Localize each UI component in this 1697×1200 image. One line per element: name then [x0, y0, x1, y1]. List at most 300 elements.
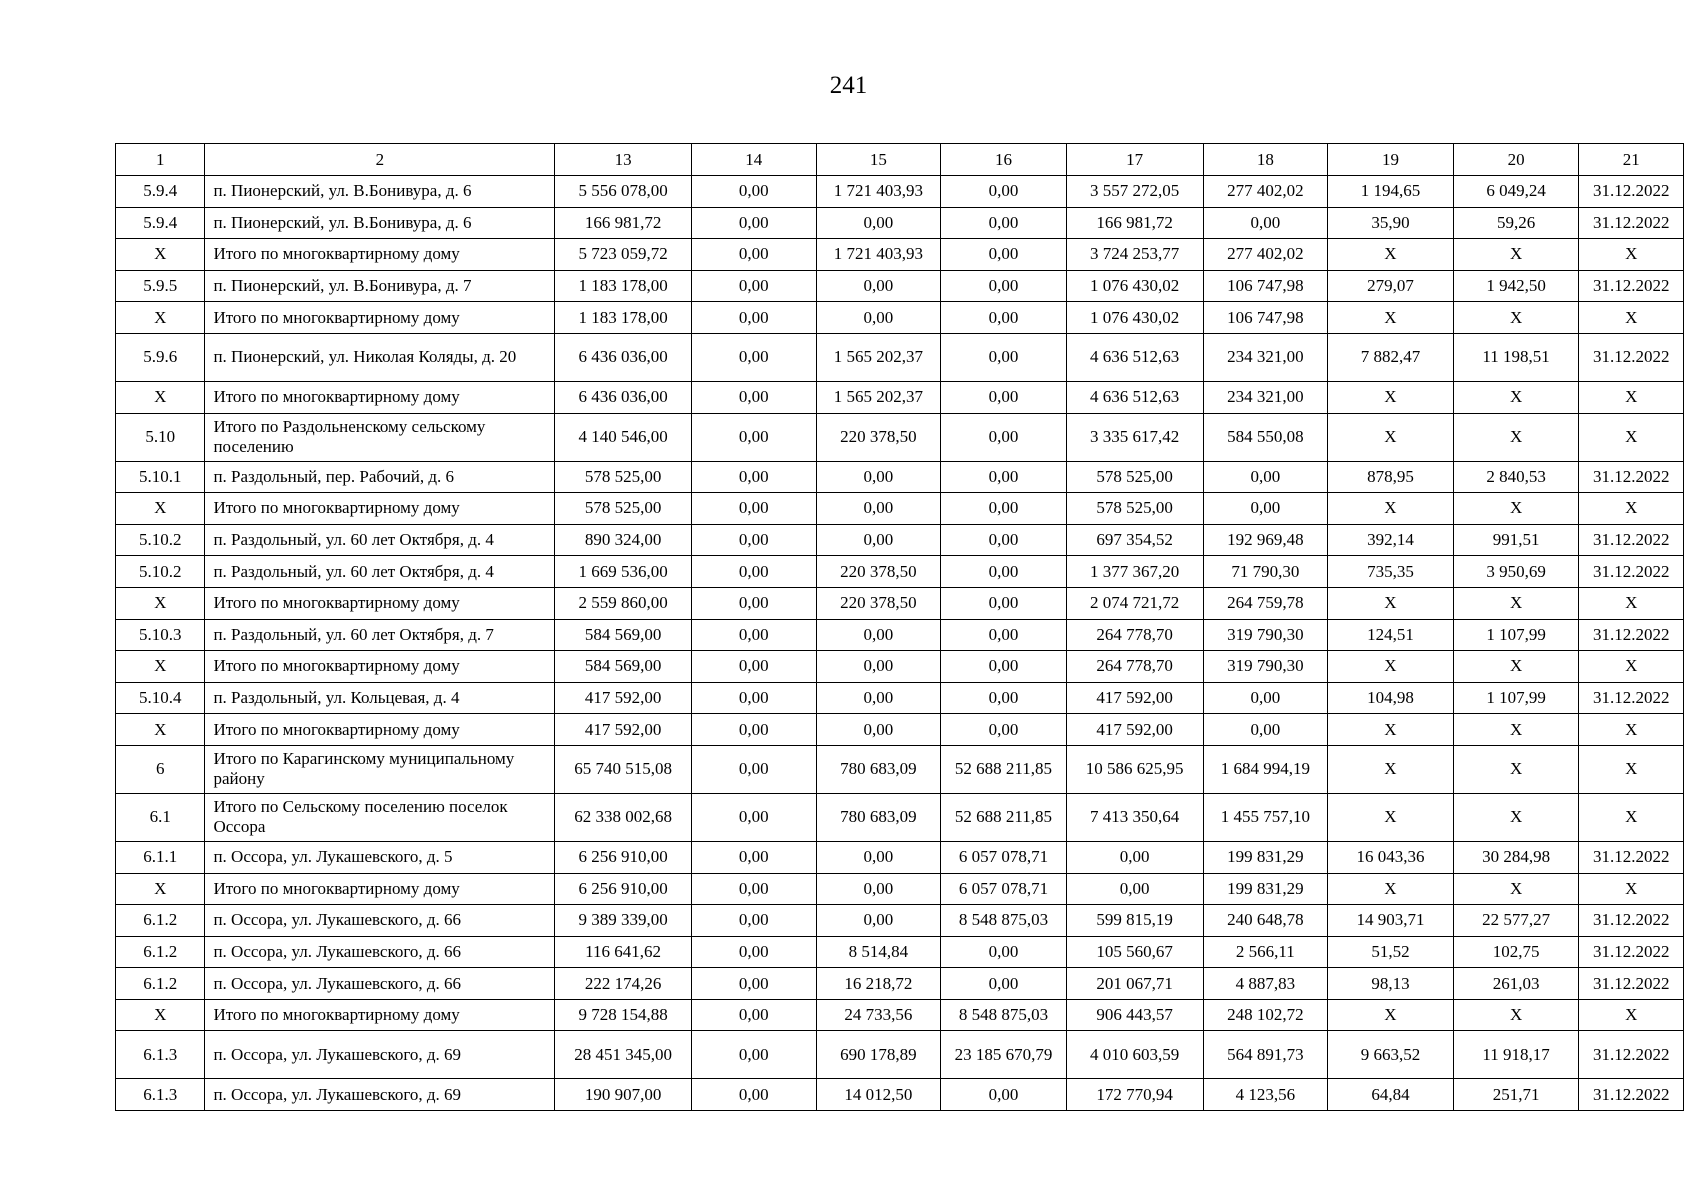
address-cell: Итого по многоквартирному дому	[205, 493, 555, 525]
value-cell: 564 891,73	[1203, 1031, 1328, 1079]
value-cell: 31.12.2022	[1579, 524, 1684, 556]
value-cell: 0,00	[691, 207, 816, 239]
column-header: 19	[1328, 144, 1454, 176]
value-cell: 392,14	[1328, 524, 1454, 556]
value-cell: 8 548 875,03	[941, 905, 1067, 937]
value-cell: X	[1328, 714, 1454, 746]
registry-table	[115, 143, 1684, 1111]
value-cell: 172 770,94	[1066, 1079, 1203, 1111]
value-cell: 906 443,57	[1066, 999, 1203, 1031]
value-cell: 52 688 211,85	[941, 745, 1067, 793]
value-cell: X	[1328, 745, 1454, 793]
value-cell: 584 550,08	[1203, 413, 1328, 461]
value-cell: 0,00	[941, 413, 1067, 461]
value-cell: 106 747,98	[1203, 302, 1328, 334]
column-header: 21	[1579, 144, 1684, 176]
address-cell: п. Пионерский, ул. В.Бонивура, д. 7	[205, 270, 555, 302]
value-cell: X	[1579, 302, 1684, 334]
value-cell: 24 733,56	[816, 999, 941, 1031]
table-row	[116, 413, 1684, 461]
value-cell: X	[1453, 873, 1579, 905]
row-number-cell: 6.1.3	[116, 1031, 205, 1079]
value-cell: 0,00	[941, 714, 1067, 746]
value-cell: 0,00	[941, 682, 1067, 714]
value-cell: X	[1328, 493, 1454, 525]
row-number-cell: 6.1.2	[116, 936, 205, 968]
value-cell: 0,00	[691, 905, 816, 937]
value-cell: 578 525,00	[555, 461, 692, 493]
value-cell: 199 831,29	[1203, 841, 1328, 873]
table-row	[116, 333, 1684, 381]
address-cell: Итого по многоквартирному дому	[205, 873, 555, 905]
table-row	[116, 905, 1684, 937]
value-cell: 0,00	[941, 461, 1067, 493]
value-cell: 0,00	[816, 270, 941, 302]
column-header: 18	[1203, 144, 1328, 176]
value-cell: X	[1453, 587, 1579, 619]
value-cell: 279,07	[1328, 270, 1454, 302]
column-header: 2	[205, 144, 555, 176]
value-cell: 5 556 078,00	[555, 176, 692, 208]
table-row	[116, 556, 1684, 588]
value-cell: 31.12.2022	[1579, 619, 1684, 651]
column-header: 13	[555, 144, 692, 176]
value-cell: 22 577,27	[1453, 905, 1579, 937]
value-cell: 735,35	[1328, 556, 1454, 588]
value-cell: X	[1328, 651, 1454, 683]
table-row	[116, 873, 1684, 905]
value-cell: 417 592,00	[555, 714, 692, 746]
value-cell: 599 815,19	[1066, 905, 1203, 937]
value-cell: 0,00	[691, 524, 816, 556]
value-cell: 3 335 617,42	[1066, 413, 1203, 461]
address-cell: Итого по многоквартирному дому	[205, 381, 555, 413]
row-number-cell: 6.1.1	[116, 841, 205, 873]
value-cell: 0,00	[691, 333, 816, 381]
value-cell: 52 688 211,85	[941, 793, 1067, 841]
value-cell: 0,00	[691, 302, 816, 334]
row-number-cell: X	[116, 651, 205, 683]
table-row	[116, 207, 1684, 239]
value-cell: 7 413 350,64	[1066, 793, 1203, 841]
value-cell: 65 740 515,08	[555, 745, 692, 793]
value-cell: X	[1453, 714, 1579, 746]
address-cell: п. Оссора, ул. Лукашевского, д. 66	[205, 968, 555, 1000]
value-cell: 1 183 178,00	[555, 270, 692, 302]
value-cell: 319 790,30	[1203, 651, 1328, 683]
row-number-cell: X	[116, 239, 205, 271]
column-header: 15	[816, 144, 941, 176]
value-cell: 10 586 625,95	[1066, 745, 1203, 793]
row-number-cell: 5.10	[116, 413, 205, 461]
value-cell: 31.12.2022	[1579, 556, 1684, 588]
value-cell: 878,95	[1328, 461, 1454, 493]
value-cell: 23 185 670,79	[941, 1031, 1067, 1079]
value-cell: 0,00	[941, 239, 1067, 271]
address-cell: п. Пионерский, ул. В.Бонивура, д. 6	[205, 176, 555, 208]
row-number-cell: X	[116, 587, 205, 619]
value-cell: X	[1579, 651, 1684, 683]
value-cell: 0,00	[1203, 207, 1328, 239]
value-cell: 16 043,36	[1328, 841, 1454, 873]
value-cell: 0,00	[816, 682, 941, 714]
row-number-cell: X	[116, 714, 205, 746]
value-cell: 0,00	[1066, 841, 1203, 873]
value-cell: 105 560,67	[1066, 936, 1203, 968]
value-cell: 6 256 910,00	[555, 873, 692, 905]
value-cell: 6 256 910,00	[555, 841, 692, 873]
value-cell: 4 140 546,00	[555, 413, 692, 461]
value-cell: 31.12.2022	[1579, 968, 1684, 1000]
value-cell: 0,00	[941, 936, 1067, 968]
value-cell: 31.12.2022	[1579, 1031, 1684, 1079]
table-header	[116, 144, 1684, 176]
table-row	[116, 493, 1684, 525]
value-cell: X	[1453, 793, 1579, 841]
value-cell: 2 840,53	[1453, 461, 1579, 493]
value-cell: 264 778,70	[1066, 651, 1203, 683]
value-cell: 2 074 721,72	[1066, 587, 1203, 619]
value-cell: 98,13	[1328, 968, 1454, 1000]
value-cell: X	[1328, 413, 1454, 461]
value-cell: 0,00	[691, 493, 816, 525]
value-cell: 0,00	[941, 619, 1067, 651]
row-number-cell: 5.10.2	[116, 556, 205, 588]
value-cell: 1 721 403,93	[816, 239, 941, 271]
value-cell: 0,00	[691, 619, 816, 651]
value-cell: X	[1453, 651, 1579, 683]
row-number-cell: 5.9.5	[116, 270, 205, 302]
table-row	[116, 461, 1684, 493]
value-cell: 6 436 036,00	[555, 333, 692, 381]
value-cell: 6 057 078,71	[941, 841, 1067, 873]
table-row	[116, 999, 1684, 1031]
value-cell: 11 918,17	[1453, 1031, 1579, 1079]
address-cell: п. Раздольный, ул. 60 лет Октября, д. 7	[205, 619, 555, 651]
value-cell: X	[1453, 381, 1579, 413]
value-cell: 0,00	[1203, 493, 1328, 525]
value-cell: 277 402,02	[1203, 176, 1328, 208]
value-cell: 0,00	[816, 524, 941, 556]
value-cell: 0,00	[941, 651, 1067, 683]
value-cell: X	[1579, 239, 1684, 271]
row-number-cell: 5.9.6	[116, 333, 205, 381]
value-cell: X	[1579, 999, 1684, 1031]
table-row	[116, 176, 1684, 208]
value-cell: 0,00	[691, 413, 816, 461]
value-cell: 0,00	[1203, 714, 1328, 746]
value-cell: 0,00	[691, 682, 816, 714]
value-cell: 166 981,72	[1066, 207, 1203, 239]
value-cell: 104,98	[1328, 682, 1454, 714]
value-cell: 192 969,48	[1203, 524, 1328, 556]
value-cell: 31.12.2022	[1579, 461, 1684, 493]
value-cell: 991,51	[1453, 524, 1579, 556]
value-cell: X	[1453, 493, 1579, 525]
value-cell: 222 174,26	[555, 968, 692, 1000]
table-row	[116, 682, 1684, 714]
value-cell: 220 378,50	[816, 556, 941, 588]
table-row	[116, 1079, 1684, 1111]
value-cell: 31.12.2022	[1579, 333, 1684, 381]
table-row	[116, 793, 1684, 841]
value-cell: 1 183 178,00	[555, 302, 692, 334]
value-cell: X	[1328, 793, 1454, 841]
value-cell: 0,00	[941, 302, 1067, 334]
value-cell: 697 354,52	[1066, 524, 1203, 556]
value-cell: 0,00	[691, 587, 816, 619]
table-body	[116, 176, 1684, 1111]
table-row	[116, 1031, 1684, 1079]
address-cell: п. Оссора, ул. Лукашевского, д. 66	[205, 905, 555, 937]
address-cell: Итого по Сельскому поселению поселок Оссора	[205, 793, 555, 841]
value-cell: 0,00	[816, 873, 941, 905]
table-row	[116, 587, 1684, 619]
value-cell: 1 076 430,02	[1066, 270, 1203, 302]
row-number-cell: 6	[116, 745, 205, 793]
value-cell: X	[1579, 745, 1684, 793]
table-row	[116, 270, 1684, 302]
value-cell: 16 218,72	[816, 968, 941, 1000]
value-cell: 1 377 367,20	[1066, 556, 1203, 588]
value-cell: 0,00	[816, 841, 941, 873]
value-cell: 578 525,00	[1066, 461, 1203, 493]
value-cell: 0,00	[816, 619, 941, 651]
value-cell: 11 198,51	[1453, 333, 1579, 381]
value-cell: 417 592,00	[1066, 682, 1203, 714]
value-cell: 417 592,00	[1066, 714, 1203, 746]
value-cell: 0,00	[941, 556, 1067, 588]
value-cell: 6 057 078,71	[941, 873, 1067, 905]
value-cell: 1 565 202,37	[816, 333, 941, 381]
table-row	[116, 936, 1684, 968]
value-cell: 7 882,47	[1328, 333, 1454, 381]
value-cell: X	[1579, 714, 1684, 746]
value-cell: 0,00	[816, 493, 941, 525]
value-cell: X	[1579, 793, 1684, 841]
value-cell: 31.12.2022	[1579, 1079, 1684, 1111]
value-cell: 0,00	[691, 556, 816, 588]
value-cell: 584 569,00	[555, 651, 692, 683]
table-row	[116, 841, 1684, 873]
address-cell: Итого по многоквартирному дому	[205, 999, 555, 1031]
value-cell: X	[1579, 381, 1684, 413]
value-cell: 0,00	[691, 651, 816, 683]
value-cell: 0,00	[941, 968, 1067, 1000]
value-cell: X	[1453, 745, 1579, 793]
column-header: 16	[941, 144, 1067, 176]
value-cell: X	[1328, 381, 1454, 413]
value-cell: 14 012,50	[816, 1079, 941, 1111]
row-number-cell: 6.1.2	[116, 905, 205, 937]
address-cell: п. Оссора, ул. Лукашевского, д. 66	[205, 936, 555, 968]
value-cell: 234 321,00	[1203, 381, 1328, 413]
value-cell: X	[1579, 493, 1684, 525]
row-number-cell: X	[116, 493, 205, 525]
address-cell: Итого по многоквартирному дому	[205, 239, 555, 271]
row-number-cell: 5.10.1	[116, 461, 205, 493]
value-cell: 6 049,24	[1453, 176, 1579, 208]
table-row	[116, 524, 1684, 556]
value-cell: 0,00	[691, 381, 816, 413]
value-cell: 2 559 860,00	[555, 587, 692, 619]
address-cell: п. Раздольный, ул. 60 лет Октября, д. 4	[205, 556, 555, 588]
value-cell: 31.12.2022	[1579, 270, 1684, 302]
value-cell: X	[1328, 587, 1454, 619]
value-cell: 1 669 536,00	[555, 556, 692, 588]
value-cell: 9 389 339,00	[555, 905, 692, 937]
address-cell: п. Пионерский, ул. В.Бонивура, д. 6	[205, 207, 555, 239]
column-header: 17	[1066, 144, 1203, 176]
row-number-cell: 5.10.3	[116, 619, 205, 651]
table-row	[116, 745, 1684, 793]
address-cell: п. Раздольный, ул. Кольцевая, д. 4	[205, 682, 555, 714]
address-cell: Итого по Карагинскому муниципальному району	[205, 745, 555, 793]
header-row	[116, 144, 1684, 176]
value-cell: 0,00	[1203, 682, 1328, 714]
value-cell: 9 663,52	[1328, 1031, 1454, 1079]
value-cell: 0,00	[941, 1079, 1067, 1111]
address-cell: Итого по многоквартирному дому	[205, 714, 555, 746]
value-cell: 4 636 512,63	[1066, 381, 1203, 413]
value-cell: 0,00	[816, 905, 941, 937]
value-cell: X	[1579, 413, 1684, 461]
value-cell: 0,00	[941, 270, 1067, 302]
value-cell: 0,00	[691, 936, 816, 968]
value-cell: 277 402,02	[1203, 239, 1328, 271]
value-cell: X	[1328, 302, 1454, 334]
value-cell: 251,71	[1453, 1079, 1579, 1111]
value-cell: 0,00	[816, 302, 941, 334]
value-cell: 0,00	[691, 461, 816, 493]
page-number: 241	[829, 72, 868, 99]
row-number-cell: 5.10.2	[116, 524, 205, 556]
value-cell: 14 903,71	[1328, 905, 1454, 937]
value-cell: 0,00	[816, 651, 941, 683]
value-cell: 0,00	[691, 270, 816, 302]
row-number-cell: X	[116, 999, 205, 1031]
value-cell: 1 455 757,10	[1203, 793, 1328, 841]
value-cell: 71 790,30	[1203, 556, 1328, 588]
value-cell: 3 724 253,77	[1066, 239, 1203, 271]
row-number-cell: 6.1	[116, 793, 205, 841]
value-cell: 319 790,30	[1203, 619, 1328, 651]
value-cell: 166 981,72	[555, 207, 692, 239]
address-cell: Итого по многоквартирному дому	[205, 587, 555, 619]
table-row	[116, 714, 1684, 746]
value-cell: 4 123,56	[1203, 1079, 1328, 1111]
row-number-cell: X	[116, 873, 205, 905]
address-cell: Итого по многоквартирному дому	[205, 302, 555, 334]
value-cell: 0,00	[1066, 873, 1203, 905]
value-cell: 0,00	[816, 207, 941, 239]
table-row	[116, 239, 1684, 271]
row-number-cell: 6.1.3	[116, 1079, 205, 1111]
value-cell: 4 636 512,63	[1066, 333, 1203, 381]
value-cell: 31.12.2022	[1579, 207, 1684, 239]
value-cell: 264 759,78	[1203, 587, 1328, 619]
value-cell: 780 683,09	[816, 745, 941, 793]
value-cell: 31.12.2022	[1579, 176, 1684, 208]
value-cell: 0,00	[691, 999, 816, 1031]
value-cell: 9 728 154,88	[555, 999, 692, 1031]
value-cell: 1 107,99	[1453, 619, 1579, 651]
value-cell: X	[1328, 239, 1454, 271]
value-cell: 64,84	[1328, 1079, 1454, 1111]
value-cell: X	[1453, 302, 1579, 334]
value-cell: 4 010 603,59	[1066, 1031, 1203, 1079]
value-cell: 0,00	[691, 745, 816, 793]
value-cell: 0,00	[691, 714, 816, 746]
value-cell: 4 887,83	[1203, 968, 1328, 1000]
value-cell: 1 942,50	[1453, 270, 1579, 302]
value-cell: 0,00	[941, 493, 1067, 525]
value-cell: 5 723 059,72	[555, 239, 692, 271]
value-cell: 417 592,00	[555, 682, 692, 714]
value-cell: 116 641,62	[555, 936, 692, 968]
value-cell: 51,52	[1328, 936, 1454, 968]
row-number-cell: X	[116, 302, 205, 334]
value-cell: 30 284,98	[1453, 841, 1579, 873]
address-cell: Итого по Раздольненскому сельскому поселению	[205, 413, 555, 461]
value-cell: 248 102,72	[1203, 999, 1328, 1031]
value-cell: 102,75	[1453, 936, 1579, 968]
table-row	[116, 651, 1684, 683]
address-cell: п. Оссора, ул. Лукашевского, д. 69	[205, 1031, 555, 1079]
value-cell: 1 684 994,19	[1203, 745, 1328, 793]
value-cell: X	[1453, 239, 1579, 271]
value-cell: 31.12.2022	[1579, 905, 1684, 937]
value-cell: 240 648,78	[1203, 905, 1328, 937]
value-cell: X	[1579, 873, 1684, 905]
column-header: 14	[691, 144, 816, 176]
value-cell: 234 321,00	[1203, 333, 1328, 381]
value-cell: 3 950,69	[1453, 556, 1579, 588]
column-header: 1	[116, 144, 205, 176]
value-cell: 0,00	[941, 176, 1067, 208]
address-cell: п. Оссора, ул. Лукашевского, д. 69	[205, 1079, 555, 1111]
value-cell: 690 178,89	[816, 1031, 941, 1079]
address-cell: п. Раздольный, пер. Рабочий, д. 6	[205, 461, 555, 493]
value-cell: 6 436 036,00	[555, 381, 692, 413]
value-cell: 0,00	[691, 1079, 816, 1111]
value-cell: 8 514,84	[816, 936, 941, 968]
value-cell: 1 194,65	[1328, 176, 1454, 208]
row-number-cell: X	[116, 381, 205, 413]
value-cell: 220 378,50	[816, 587, 941, 619]
value-cell: 0,00	[691, 968, 816, 1000]
value-cell: X	[1328, 999, 1454, 1031]
table-row	[116, 302, 1684, 334]
value-cell: 3 557 272,05	[1066, 176, 1203, 208]
value-cell: 59,26	[1453, 207, 1579, 239]
row-number-cell: 6.1.2	[116, 968, 205, 1000]
value-cell: 0,00	[941, 333, 1067, 381]
value-cell: 124,51	[1328, 619, 1454, 651]
value-cell: X	[1453, 413, 1579, 461]
address-cell: п. Раздольный, ул. 60 лет Октября, д. 4	[205, 524, 555, 556]
value-cell: 190 907,00	[555, 1079, 692, 1111]
value-cell: 8 548 875,03	[941, 999, 1067, 1031]
value-cell: 0,00	[816, 714, 941, 746]
value-cell: 1 107,99	[1453, 682, 1579, 714]
table-row	[116, 381, 1684, 413]
value-cell: 780 683,09	[816, 793, 941, 841]
value-cell: 578 525,00	[555, 493, 692, 525]
value-cell: 584 569,00	[555, 619, 692, 651]
value-cell: 0,00	[691, 239, 816, 271]
value-cell: X	[1328, 873, 1454, 905]
